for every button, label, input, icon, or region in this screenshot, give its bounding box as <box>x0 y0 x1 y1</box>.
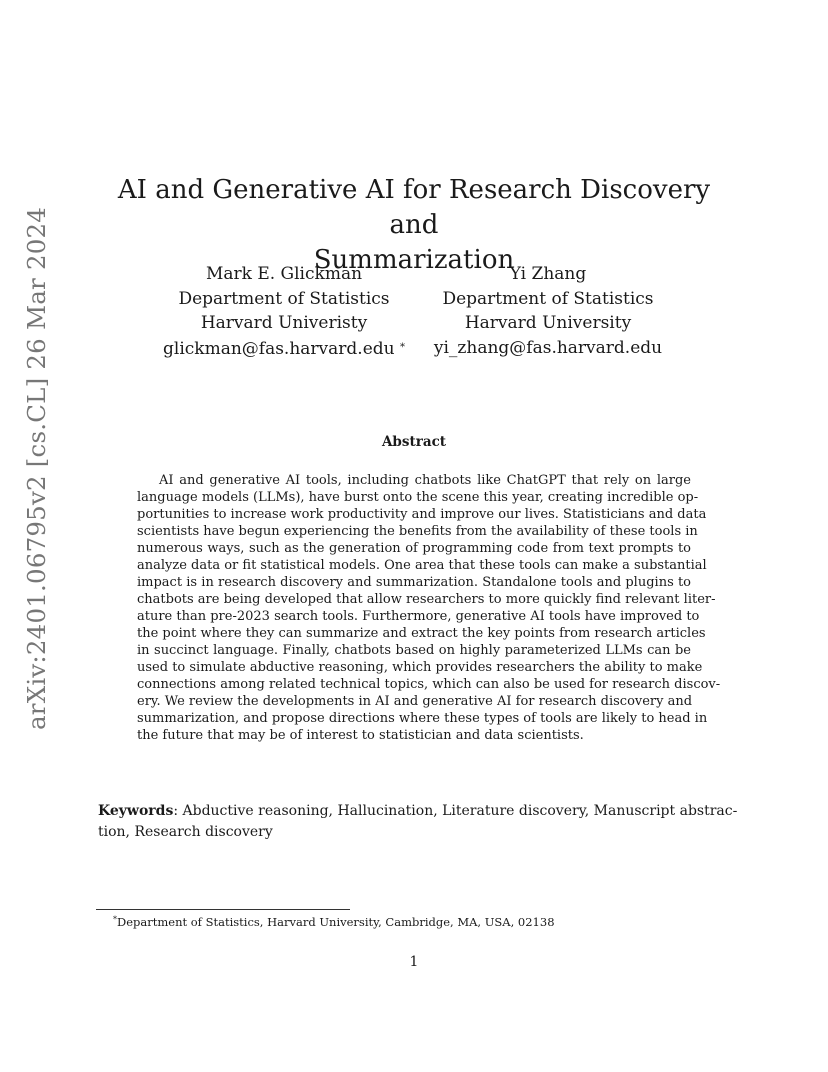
footnote-marker[interactable]: * <box>400 341 405 353</box>
abstract-line: portunities to increase work productivity and improve our lives. Statisticians and data <box>137 507 707 522</box>
keywords-line: tion, Research discovery <box>98 824 273 840</box>
abstract-line: impact is in research discovery and summarization. Standalone tools and plugins to <box>137 575 691 590</box>
author-name: Mark E. Glickman <box>205 264 363 284</box>
abstract-line: AI and generative AI tools, including chatbots like ChatGPT that rely on large <box>159 473 691 488</box>
author-name: Yi Zhang <box>509 264 587 284</box>
abstract-line: chatbots are being developed that allow researchers to more quickly find relevant liter- <box>137 592 716 607</box>
keywords-label: Keywords <box>98 803 174 819</box>
abstract-line: connections among related technical topics, which can also be used for research discov- <box>137 677 721 692</box>
keywords-text: : Abductive reasoning, Hallucination, Literature discovery, Manuscript abstrac- <box>173 803 738 819</box>
author-institution: Harvard Univeristy <box>200 313 368 333</box>
keywords-section <box>98 801 738 843</box>
abstract-line: ature than pre-2023 search tools. Furthermore, generative AI tools have improved to <box>137 609 700 624</box>
abstract-line: scientists have begun experiencing the benefits from the availability of these tools in <box>137 524 698 539</box>
author-email[interactable]: yi_zhang@fas.harvard.edu <box>433 337 663 358</box>
author-department: Department of Statistics <box>178 288 390 309</box>
abstract-line: numerous ways, such as the generation of programming code from text prompts to <box>137 541 691 556</box>
author-email[interactable]: glickman@fas.harvard.edu <box>163 338 395 359</box>
page-number: 1 <box>409 954 419 970</box>
title-line: Summarization <box>313 245 515 276</box>
title-line: AI and Generative AI for Research Discovery and <box>117 175 711 241</box>
author-block-zhang <box>428 262 668 360</box>
abstract-line: ery. We review the developments in AI and generative AI for research discovery and <box>137 694 693 709</box>
abstract-line: in succinct language. Finally, chatbots based on highly parameterized LLMs can be <box>137 643 691 658</box>
abstract-line: the point where they can summarize and extract the key points from research articles <box>137 626 706 641</box>
keywords-line <box>98 801 738 822</box>
abstract-line: the future that may be of interest to statistician and data scientists. <box>137 728 584 743</box>
author-block-glickman <box>160 262 408 361</box>
footnote <box>113 915 555 929</box>
abstract-line: used to simulate abductive reasoning, which provides researchers the ability to make <box>137 660 703 675</box>
abstract-body <box>137 472 721 744</box>
abstract-heading: Abstract <box>381 434 447 450</box>
abstract-line: language models (LLMs), have burst onto the scene this year, creating incredible op- <box>137 490 699 505</box>
author-department: Department of Statistics <box>442 288 654 309</box>
footnote-divider <box>96 909 350 910</box>
abstract-line: summarization, and propose directions where these types of tools are likely to head in <box>137 711 708 726</box>
abstract-line: analyze data or fit statistical models. One area that these tools can make a substantial <box>137 558 707 573</box>
footnote-mark: * <box>113 915 117 924</box>
footnote-text: Department of Statistics, Harvard University, Cambridge, MA, USA, 02138 <box>117 915 555 929</box>
author-email-line <box>160 336 408 362</box>
author-institution: Harvard University <box>464 313 632 333</box>
arxiv-identifier-stamp: arXiv:2401.06795v2 [cs.CL] 26 Mar 2024 <box>22 206 51 730</box>
